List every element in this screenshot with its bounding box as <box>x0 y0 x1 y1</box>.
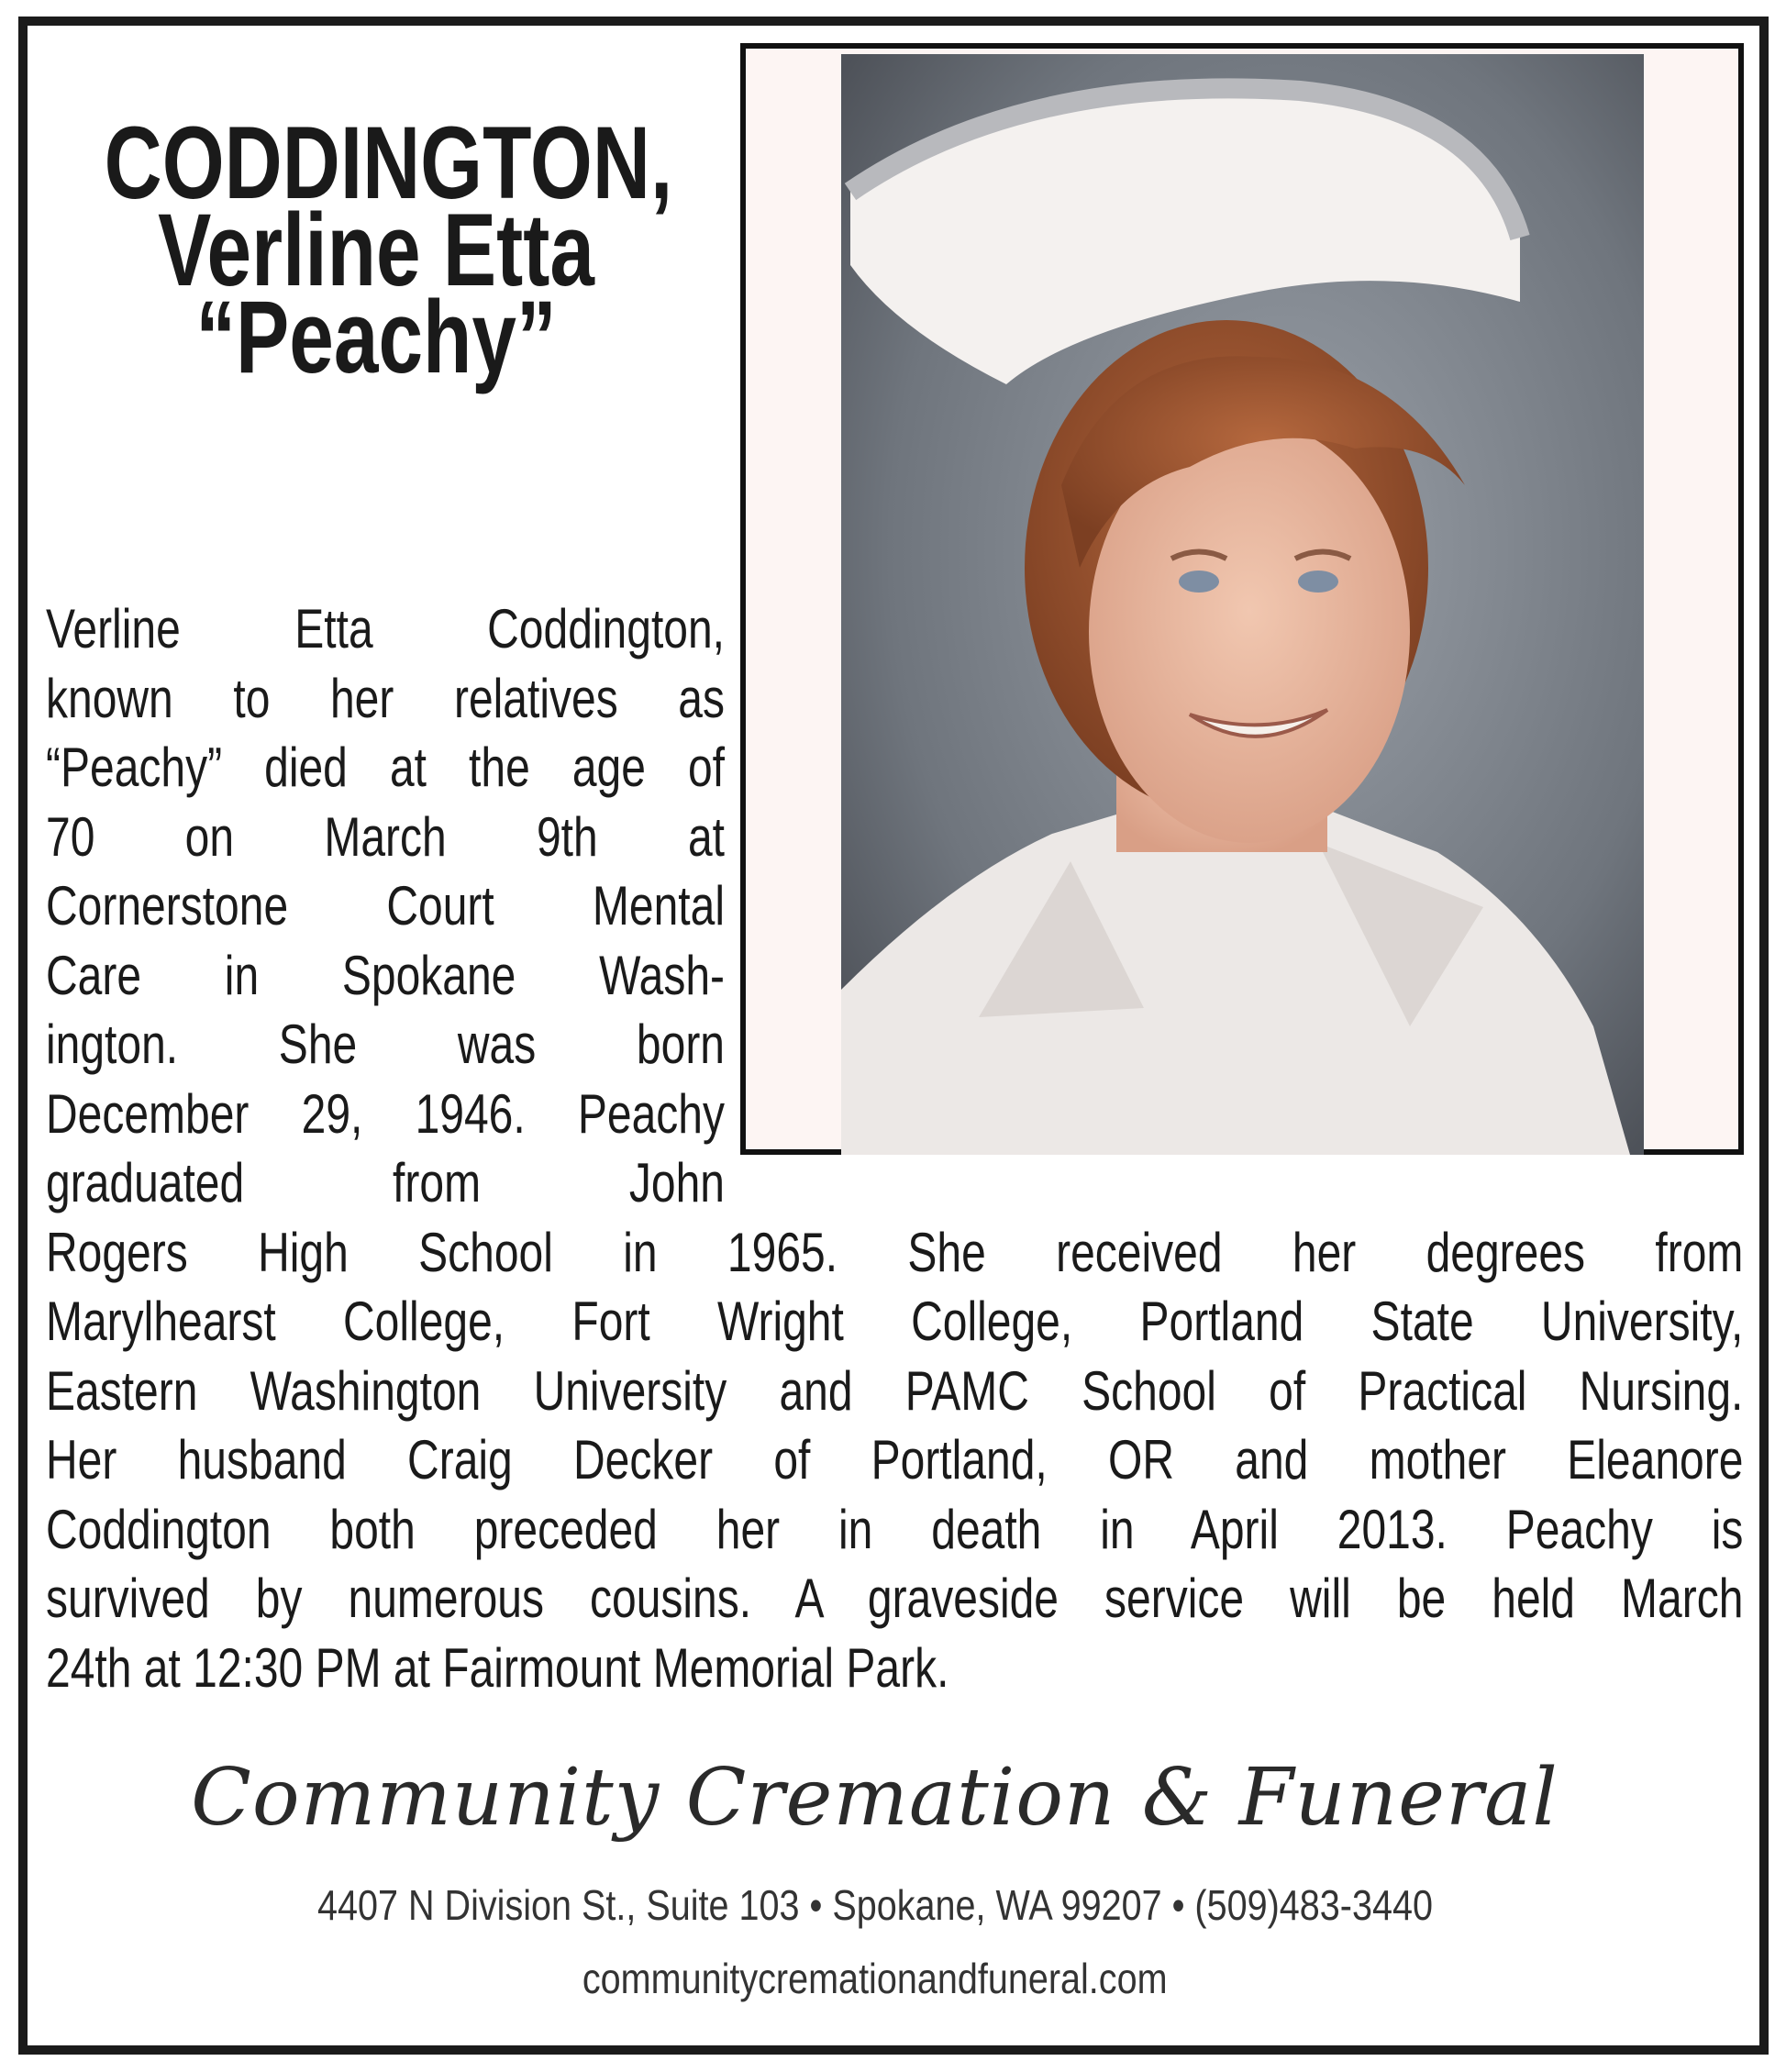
body-line: Verline Etta Coddington, <box>46 598 725 659</box>
headline-surname: CODDINGTON, <box>104 105 673 220</box>
body-line: survived by numerous cousins. A graveside service will be held March <box>46 1568 1744 1629</box>
funeral-home-logo: Community Cremation & Funeral <box>191 1752 1559 1844</box>
body-line: Eastern Washington University and PAMC School of Practical Nursing. <box>46 1359 1744 1422</box>
body-line: Her husband Craig Decker of Portland, OR and mother Eleanore <box>46 1429 1744 1490</box>
body-line: ington. She was born <box>46 1014 725 1075</box>
body-line: Cornerstone Court Mental <box>46 875 725 936</box>
body-line: “Peachy” died at the age of <box>46 737 725 798</box>
obituary-body <box>46 594 1743 1702</box>
address-text: 4407 N Division St., Suite 103 • Spokane, WA 99207 • (509)483-3440 <box>316 1881 1433 1929</box>
body-line: 24th at 12:30 PM at Fairmount Memorial Park. <box>46 1636 949 1699</box>
headline-given-names: Verline Etta <box>158 193 594 307</box>
headline-nickname: “Peachy” <box>195 280 557 394</box>
body-line: Marylhearst College, Fort Wright College, Portland State University, <box>46 1291 1744 1352</box>
website-text: communitycremationandfuneral.com <box>582 1955 1168 2002</box>
body-line: known to her relatives as <box>46 667 725 729</box>
body-line: graduated from John <box>46 1152 725 1213</box>
funeral-home-website <box>0 1954 1749 2003</box>
body-line: December 29, 1946. Peachy <box>46 1082 725 1145</box>
obituary-headline <box>104 105 673 394</box>
body-line: Care in Spokane Wash- <box>46 944 725 1006</box>
funeral-home-address <box>0 1880 1749 1930</box>
body-line: Coddington both preceded her in death in April 2013. Peachy is <box>46 1498 1744 1560</box>
body-line: Rogers High School in 1965. She received her degrees from <box>46 1221 1744 1283</box>
body-line: 70 on March 9th at <box>46 805 725 868</box>
